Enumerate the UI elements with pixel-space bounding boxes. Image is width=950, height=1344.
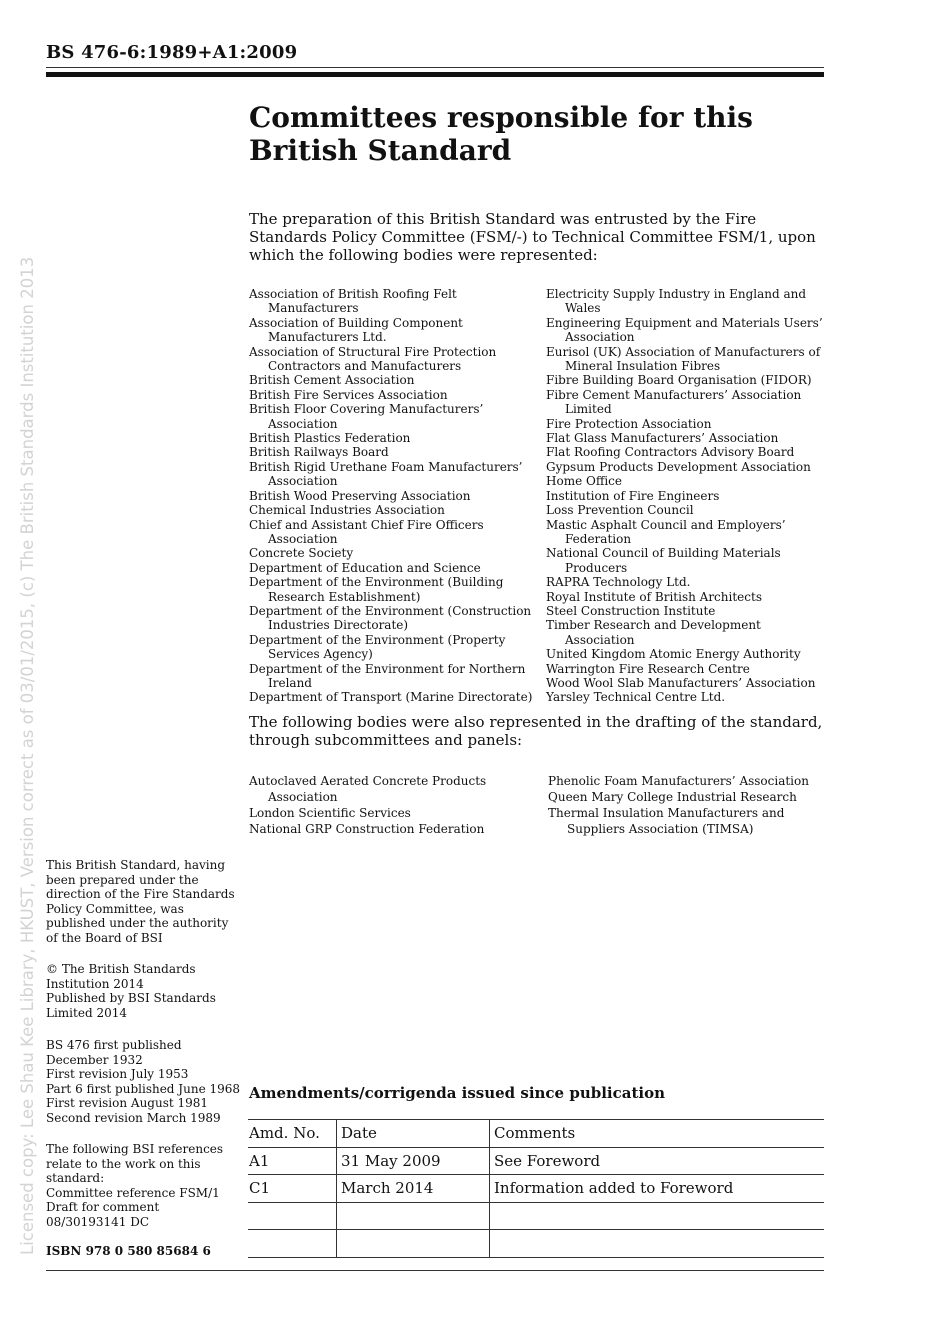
- list-item: Chief and Assistant Chief Fire Officers Association: [249, 517, 484, 546]
- list-item: Phenolic Foam Manufacturers’ Association: [548, 774, 809, 788]
- list-item: National Council of Building Materials Producers: [546, 546, 781, 575]
- table-cell: [337, 1202, 490, 1230]
- table-cell: See Foreword: [490, 1147, 825, 1175]
- list-item: Thermal Insulation Manufacturers and Suppliers Association (TIMSA): [548, 806, 785, 836]
- column-header: Amd. No.: [248, 1120, 337, 1148]
- list-item: British Floor Covering Manufacturers’ Association: [249, 402, 484, 431]
- subcommittee-paragraph: The following bodies were also represented in the drafting of the standard, through subcommittees and panels:: [249, 713, 823, 749]
- intro-paragraph: The preparation of this British Standard was entrusted by the Fire Standards Policy Committee (FSM/-) to Technical Committee FSM/1, upon which the following bodies were represented:: [249, 210, 816, 264]
- column-header: Comments: [490, 1120, 825, 1148]
- list-item: Flat Glass Manufacturers’ Association: [546, 431, 779, 446]
- list-item: British Plastics Federation: [249, 431, 411, 446]
- list-item: Concrete Society: [249, 546, 354, 561]
- list-item: Gypsum Products Development Association: [546, 459, 811, 474]
- list-item: Fibre Cement Manufacturers’ Association Limited: [546, 387, 802, 417]
- list-item: Department of Education and Science: [249, 560, 481, 575]
- list-item: Association of Building Component Manufacturers Ltd.: [249, 315, 463, 345]
- table-cell: [248, 1230, 337, 1258]
- table-row: [248, 1202, 824, 1230]
- table-cell: [490, 1230, 825, 1258]
- list-item: Electricity Supply Industry in England and Wales: [546, 287, 807, 316]
- list-item: Chemical Industries Association: [249, 503, 445, 518]
- list-item: London Scientific Services: [249, 806, 411, 820]
- list-item: National GRP Construction Federation: [249, 822, 485, 836]
- list-item: Association of British Roofing Felt Manufacturers: [249, 287, 457, 316]
- sidebar-history: [46, 1038, 242, 1125]
- table-cell: Information added to Foreword: [490, 1175, 825, 1203]
- subcommittee-list-right: [548, 773, 826, 837]
- license-watermark: Licensed copy: Lee Shau Kee Library, HKUST, Version correct as of 03/01/2015, (c) The British Standards Institution 2013: [18, 256, 37, 1255]
- list-item: Royal Institute of British Architects: [546, 589, 762, 604]
- table-cell: March 2014: [337, 1175, 490, 1203]
- list-item: Eurisol (UK) Association of Manufacturers of Mineral Insulation Fibres: [546, 344, 821, 374]
- table-header-row: [248, 1120, 824, 1148]
- list-item: British Cement Association: [249, 373, 415, 388]
- list-item: Autoclaved Aerated Concrete Products Association: [249, 774, 487, 804]
- list-item: Fire Protection Association: [546, 416, 712, 431]
- sidebar-published-note: [46, 858, 242, 945]
- header-rule-thin: [46, 67, 824, 68]
- table-row: [248, 1230, 824, 1258]
- list-item: Department of the Environment (Building Research Establishment): [249, 575, 504, 604]
- amendments-table: [248, 1119, 824, 1258]
- column-header: Date: [337, 1120, 490, 1148]
- publisher-text: Published by BSI Standards Limited 2014: [46, 991, 216, 1020]
- table-cell: C1: [248, 1175, 337, 1203]
- title-line-1: Committees responsible for this: [249, 101, 753, 134]
- sidebar-copyright: [46, 962, 242, 1020]
- history-line: First revision July 1953: [46, 1067, 189, 1081]
- table-cell: [248, 1202, 337, 1230]
- list-item: Steel Construction Institute: [546, 603, 716, 618]
- title-line-2: British Standard: [249, 134, 512, 167]
- table-cell: 31 May 2009: [337, 1147, 490, 1175]
- history-line: First revision August 1981: [46, 1096, 209, 1110]
- list-item: Timber Research and Development Association: [546, 618, 761, 647]
- reference-line: Draft for comment 08/30193141 DC: [46, 1200, 160, 1229]
- list-item: Department of the Environment (Property Services Agency): [249, 632, 506, 662]
- list-item: RAPRA Technology Ltd.: [546, 575, 691, 590]
- list-item: Yarsley Technical Centre Ltd.: [546, 690, 726, 705]
- list-item: Department of the Environment for Northern Ireland: [249, 661, 526, 690]
- page-title: [249, 101, 809, 167]
- list-item: Department of the Environment (Construction Industries Directorate): [249, 603, 532, 633]
- published-note: This British Standard, having been prepared under the direction of the Fire Standards Policy Committee, was published under the authority of the Board of BSI: [46, 858, 235, 945]
- list-item: British Fire Services Association: [249, 387, 448, 402]
- table-row: [248, 1175, 824, 1203]
- list-item: British Railways Board: [249, 445, 389, 460]
- table-cell: [337, 1230, 490, 1258]
- list-item: Mastic Asphalt Council and Employers’ Federation: [546, 517, 786, 546]
- list-item: Association of Structural Fire Protection Contractors and Manufacturers: [249, 344, 497, 374]
- history-line: Second revision March 1989: [46, 1110, 221, 1125]
- sidebar-references: [46, 1142, 242, 1229]
- document-code: BS 476-6:1989+A1:2009: [46, 42, 298, 63]
- list-item: Wood Wool Slab Manufacturers’ Association: [546, 675, 816, 690]
- bodies-list-left: [249, 287, 539, 705]
- list-item: Engineering Equipment and Materials Users’ Association: [546, 315, 823, 345]
- table-row: [248, 1147, 824, 1175]
- list-item: Queen Mary College Industrial Research: [548, 790, 797, 804]
- list-item: Loss Prevention Council: [546, 503, 694, 518]
- isbn: ISBN 978 0 580 85684 6: [46, 1244, 211, 1258]
- bodies-list-right: [546, 287, 826, 705]
- list-item: United Kingdom Atomic Energy Authority: [546, 647, 801, 662]
- list-item: British Wood Preserving Association: [249, 488, 471, 503]
- history-line: BS 476 first published December 1932: [46, 1038, 182, 1067]
- list-item: Department of Transport (Marine Directorate): [249, 690, 533, 705]
- subcommittee-list-left: [249, 773, 539, 837]
- list-item: Home Office: [546, 474, 623, 489]
- list-item: Warrington Fire Research Centre: [546, 661, 750, 676]
- reference-line: The following BSI references relate to the work on this standard:: [46, 1142, 224, 1185]
- table-cell: [490, 1202, 825, 1230]
- list-item: Flat Roofing Contractors Advisory Board: [546, 445, 795, 460]
- list-item: British Rigid Urethane Foam Manufacturers’ Association: [249, 459, 523, 489]
- history-line: Part 6 first published June 1968: [46, 1081, 241, 1096]
- header-rule-thick: [46, 72, 824, 77]
- list-item: Institution of Fire Engineers: [546, 488, 720, 503]
- reference-line: Committee reference FSM/1: [46, 1185, 220, 1200]
- copyright-text: © The British Standards Institution 2014: [46, 962, 196, 991]
- list-item: Fibre Building Board Organisation (FIDOR): [546, 373, 812, 388]
- amendments-title: Amendments/corrigenda issued since publication: [249, 1084, 665, 1102]
- table-cell: A1: [248, 1147, 337, 1175]
- footer-rule: [46, 1270, 824, 1271]
